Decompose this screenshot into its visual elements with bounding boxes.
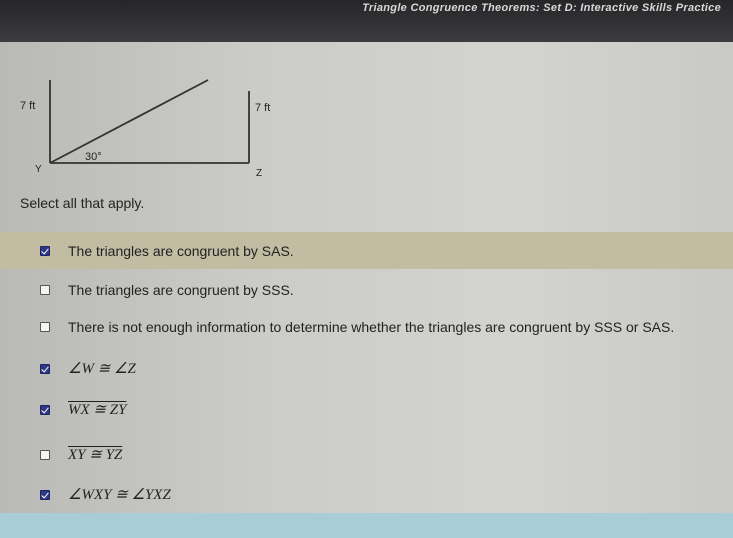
option-label: The triangles are congruent by SAS. xyxy=(68,242,294,259)
checkbox-checked[interactable] xyxy=(40,490,50,500)
option-label: WX ≅ ZY xyxy=(68,402,127,418)
header-bar xyxy=(0,0,733,42)
page-title: Triangle Congruence Theorems: Set D: Interactive Skills Practice xyxy=(362,2,721,14)
checkbox-checked[interactable] xyxy=(40,364,50,374)
triangle-diagram xyxy=(0,42,300,192)
option-sas[interactable] xyxy=(0,232,733,269)
angle-label: 30° xyxy=(85,151,102,163)
side-diagonal xyxy=(50,80,208,163)
option-xy-yz[interactable] xyxy=(0,436,733,473)
instruction-text: Select all that apply. xyxy=(20,195,145,211)
checkbox-unchecked[interactable] xyxy=(40,285,50,295)
option-label: There is not enough information to determine whether the triangles are congruent by SSS or SAS. xyxy=(68,318,675,335)
option-label: ∠WXY ≅ ∠YXZ xyxy=(68,487,171,503)
checkbox-unchecked[interactable] xyxy=(40,450,50,460)
option-sss[interactable] xyxy=(0,271,733,308)
checkbox-checked[interactable] xyxy=(40,246,50,256)
option-label: ∠W ≅ ∠Z xyxy=(68,361,136,377)
checkbox-unchecked[interactable] xyxy=(40,322,50,332)
option-not-enough-info[interactable] xyxy=(0,308,733,345)
vertex-label-z: Z xyxy=(256,168,263,179)
option-angle-wxy-yxz[interactable] xyxy=(0,476,733,513)
checkbox-checked[interactable] xyxy=(40,405,50,415)
length-label-left: 7 ft xyxy=(20,100,36,112)
length-label-right: 7 ft xyxy=(255,102,271,114)
option-label: The triangles are congruent by SSS. xyxy=(68,281,294,298)
option-label: XY ≅ YZ xyxy=(68,447,123,463)
bottom-bar xyxy=(0,513,733,538)
option-wx-zy[interactable] xyxy=(0,391,733,428)
option-angle-w-z[interactable] xyxy=(0,350,733,387)
vertex-label-y: Y xyxy=(35,164,42,175)
